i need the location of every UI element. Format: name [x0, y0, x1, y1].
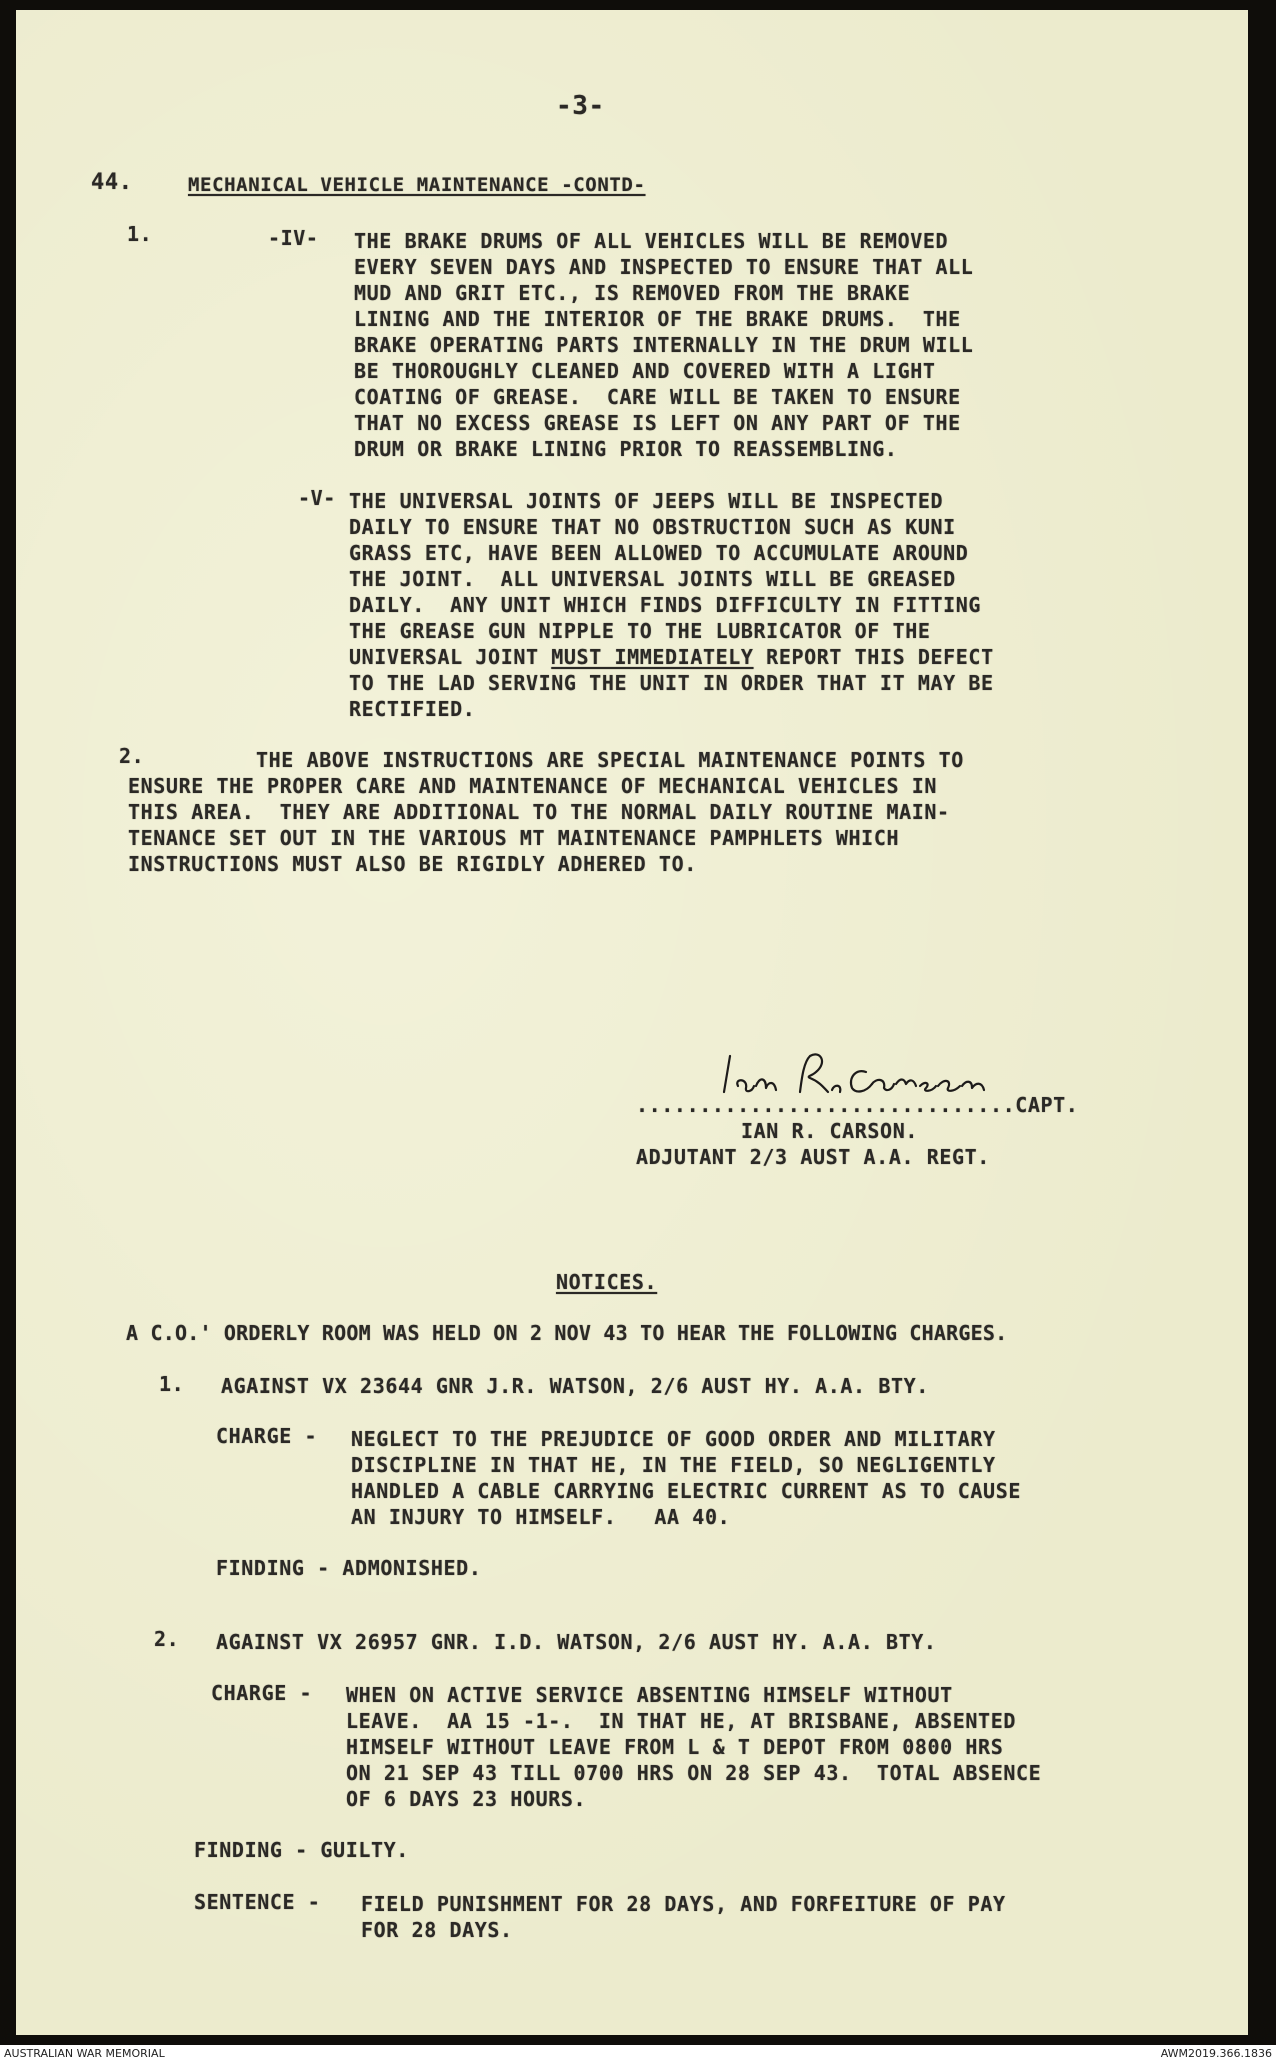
case-1-against: AGAINST VX 23644 GNR J.R. WATSON, 2/6 AUST HY. A.A. BTY.: [221, 1374, 929, 1398]
notices-intro: A C.O.' ORDERLY ROOM WAS HELD ON 2 NOV 43 TO HEAR THE FOLLOWING CHARGES.: [126, 1321, 1008, 1345]
item-v-line-emphasis: [349, 644, 994, 670]
item-iv-label: -IV-: [268, 226, 319, 250]
case-1-charge-line: HANDLED A CABLE CARRYING ELECTRIC CURRENT AS TO CAUSE: [351, 1479, 1021, 1503]
case-2-charge-line: ON 21 SEP 43 TILL 0700 HRS ON 28 SEP 43. TOTAL ABSENCE: [346, 1761, 1042, 1785]
case-2-against: AGAINST VX 26957 GNR. I.D. WATSON, 2/6 AUST HY. A.A. BTY.: [216, 1630, 937, 1654]
case-2-finding: FINDING - GUILTY.: [194, 1838, 409, 1862]
item-iv-line: LINING AND THE INTERIOR OF THE BRAKE DRUMS. THE: [354, 307, 961, 331]
item-iv-line: THAT NO EXCESS GREASE IS LEFT ON ANY PART OF THE: [354, 411, 961, 435]
case-2-sentence-line: FIELD PUNISHMENT FOR 28 DAYS, AND FORFEITURE OF PAY: [361, 1892, 1006, 1916]
para-1-label: 1.: [127, 222, 153, 246]
case-1-finding: FINDING - ADMONISHED.: [216, 1556, 482, 1580]
footer-archive-name: AUSTRALIAN WAR MEMORIAL: [4, 2047, 165, 2060]
case-1-label: 1.: [159, 1372, 185, 1396]
notices-heading: NOTICES.: [556, 1270, 658, 1294]
item-v-line: GRASS ETC, HAVE BEEN ALLOWED TO ACCUMULATE AROUND: [349, 541, 969, 565]
item-iv-line: BE THOROUGHLY CLEANED AND COVERED WITH A LIGHT: [354, 359, 936, 383]
item-v-line: RECTIFIED.: [349, 697, 476, 721]
item-v-line7-post: REPORT THIS DEFECT: [753, 645, 994, 669]
case-2-charge-line: WHEN ON ACTIVE SERVICE ABSENTING HIMSELF WITHOUT: [346, 1683, 953, 1707]
case-1-charge-line: NEGLECT TO THE PREJUDICE OF GOOD ORDER AND MILITARY: [351, 1427, 996, 1451]
section-number: 44.: [91, 170, 133, 195]
signatory-name: IAN R. CARSON.: [741, 1119, 918, 1143]
case-1-charge-line: AN INJURY TO HIMSELF. AA 40.: [351, 1505, 731, 1529]
case-2-charge-line: OF 6 DAYS 23 HOURS.: [346, 1787, 587, 1811]
case-2-sentence-label: SENTENCE -: [194, 1890, 321, 1914]
typewritten-page: [16, 10, 1248, 2035]
signature-dotted-line-capt: ..............................CAPT.: [636, 1093, 1079, 1117]
item-v-line: DAILY TO ENSURE THAT NO OBSTRUCTION SUCH AS KUNI: [349, 515, 956, 539]
item-v-line7-pre: UNIVERSAL JOINT: [349, 645, 552, 669]
item-v-line: THE JOINT. ALL UNIVERSAL JOINTS WILL BE GREASED: [349, 567, 956, 591]
item-iv-line: BRAKE OPERATING PARTS INTERNALLY IN THE DRUM WILL: [354, 333, 974, 357]
case-2-sentence-line: FOR 28 DAYS.: [361, 1918, 513, 1942]
item-v-label: -V-: [298, 486, 336, 510]
signatory-title: ADJUTANT 2/3 AUST A.A. REGT.: [636, 1145, 990, 1169]
para-2-line: TENANCE SET OUT IN THE VARIOUS MT MAINTENANCE PAMPHLETS WHICH: [128, 826, 900, 850]
case-2-label: 2.: [154, 1627, 180, 1651]
section-heading: MECHANICAL VEHICLE MAINTENANCE -CONTD-: [188, 174, 646, 196]
footer-accession-number: AWM2019.366.1836: [1160, 2047, 1272, 2060]
case-2-charge-line: HIMSELF WITHOUT LEAVE FROM L & T DEPOT FROM 0800 HRS: [346, 1735, 1004, 1759]
item-iv-line: THE BRAKE DRUMS OF ALL VEHICLES WILL BE REMOVED: [354, 229, 949, 253]
item-iv-line: MUD AND GRIT ETC., IS REMOVED FROM THE BRAKE: [354, 281, 911, 305]
para-2-line: ENSURE THE PROPER CARE AND MAINTENANCE OF MECHANICAL VEHICLES IN: [128, 774, 938, 798]
case-2-charge-label: CHARGE -: [211, 1681, 313, 1705]
para-2-first-line: THE ABOVE INSTRUCTIONS ARE SPECIAL MAINTENANCE POINTS TO: [256, 748, 964, 772]
item-v-line: DAILY. ANY UNIT WHICH FINDS DIFFICULTY IN FITTING: [349, 593, 982, 617]
para-2-label: 2.: [119, 744, 145, 768]
must-immediately-underlined: MUST IMMEDIATELY: [551, 645, 754, 669]
page-number: -3-: [556, 91, 605, 121]
para-2-line: INSTRUCTIONS MUST ALSO BE RIGIDLY ADHERED TO.: [128, 852, 697, 876]
item-iv-line: EVERY SEVEN DAYS AND INSPECTED TO ENSURE THAT ALL: [354, 255, 974, 279]
item-iv-line: DRUM OR BRAKE LINING PRIOR TO REASSEMBLING.: [354, 437, 898, 461]
case-2-charge-line: LEAVE. AA 15 -1-. IN THAT HE, AT BRISBANE, ABSENTED: [346, 1709, 1016, 1733]
para-2-line: THIS AREA. THEY ARE ADDITIONAL TO THE NORMAL DAILY ROUTINE MAIN-: [128, 800, 950, 824]
item-v-line: TO THE LAD SERVING THE UNIT IN ORDER THAT IT MAY BE: [349, 671, 994, 695]
item-v-line: THE UNIVERSAL JOINTS OF JEEPS WILL BE INSPECTED: [349, 489, 944, 513]
case-1-charge-line: DISCIPLINE IN THAT HE, IN THE FIELD, SO NEGLIGENTLY: [351, 1453, 996, 1477]
item-iv-line: COATING OF GREASE. CARE WILL BE TAKEN TO ENSURE: [354, 385, 961, 409]
item-v-line: THE GREASE GUN NIPPLE TO THE LUBRICATOR OF THE: [349, 619, 931, 643]
case-1-charge-label: CHARGE -: [216, 1424, 318, 1448]
